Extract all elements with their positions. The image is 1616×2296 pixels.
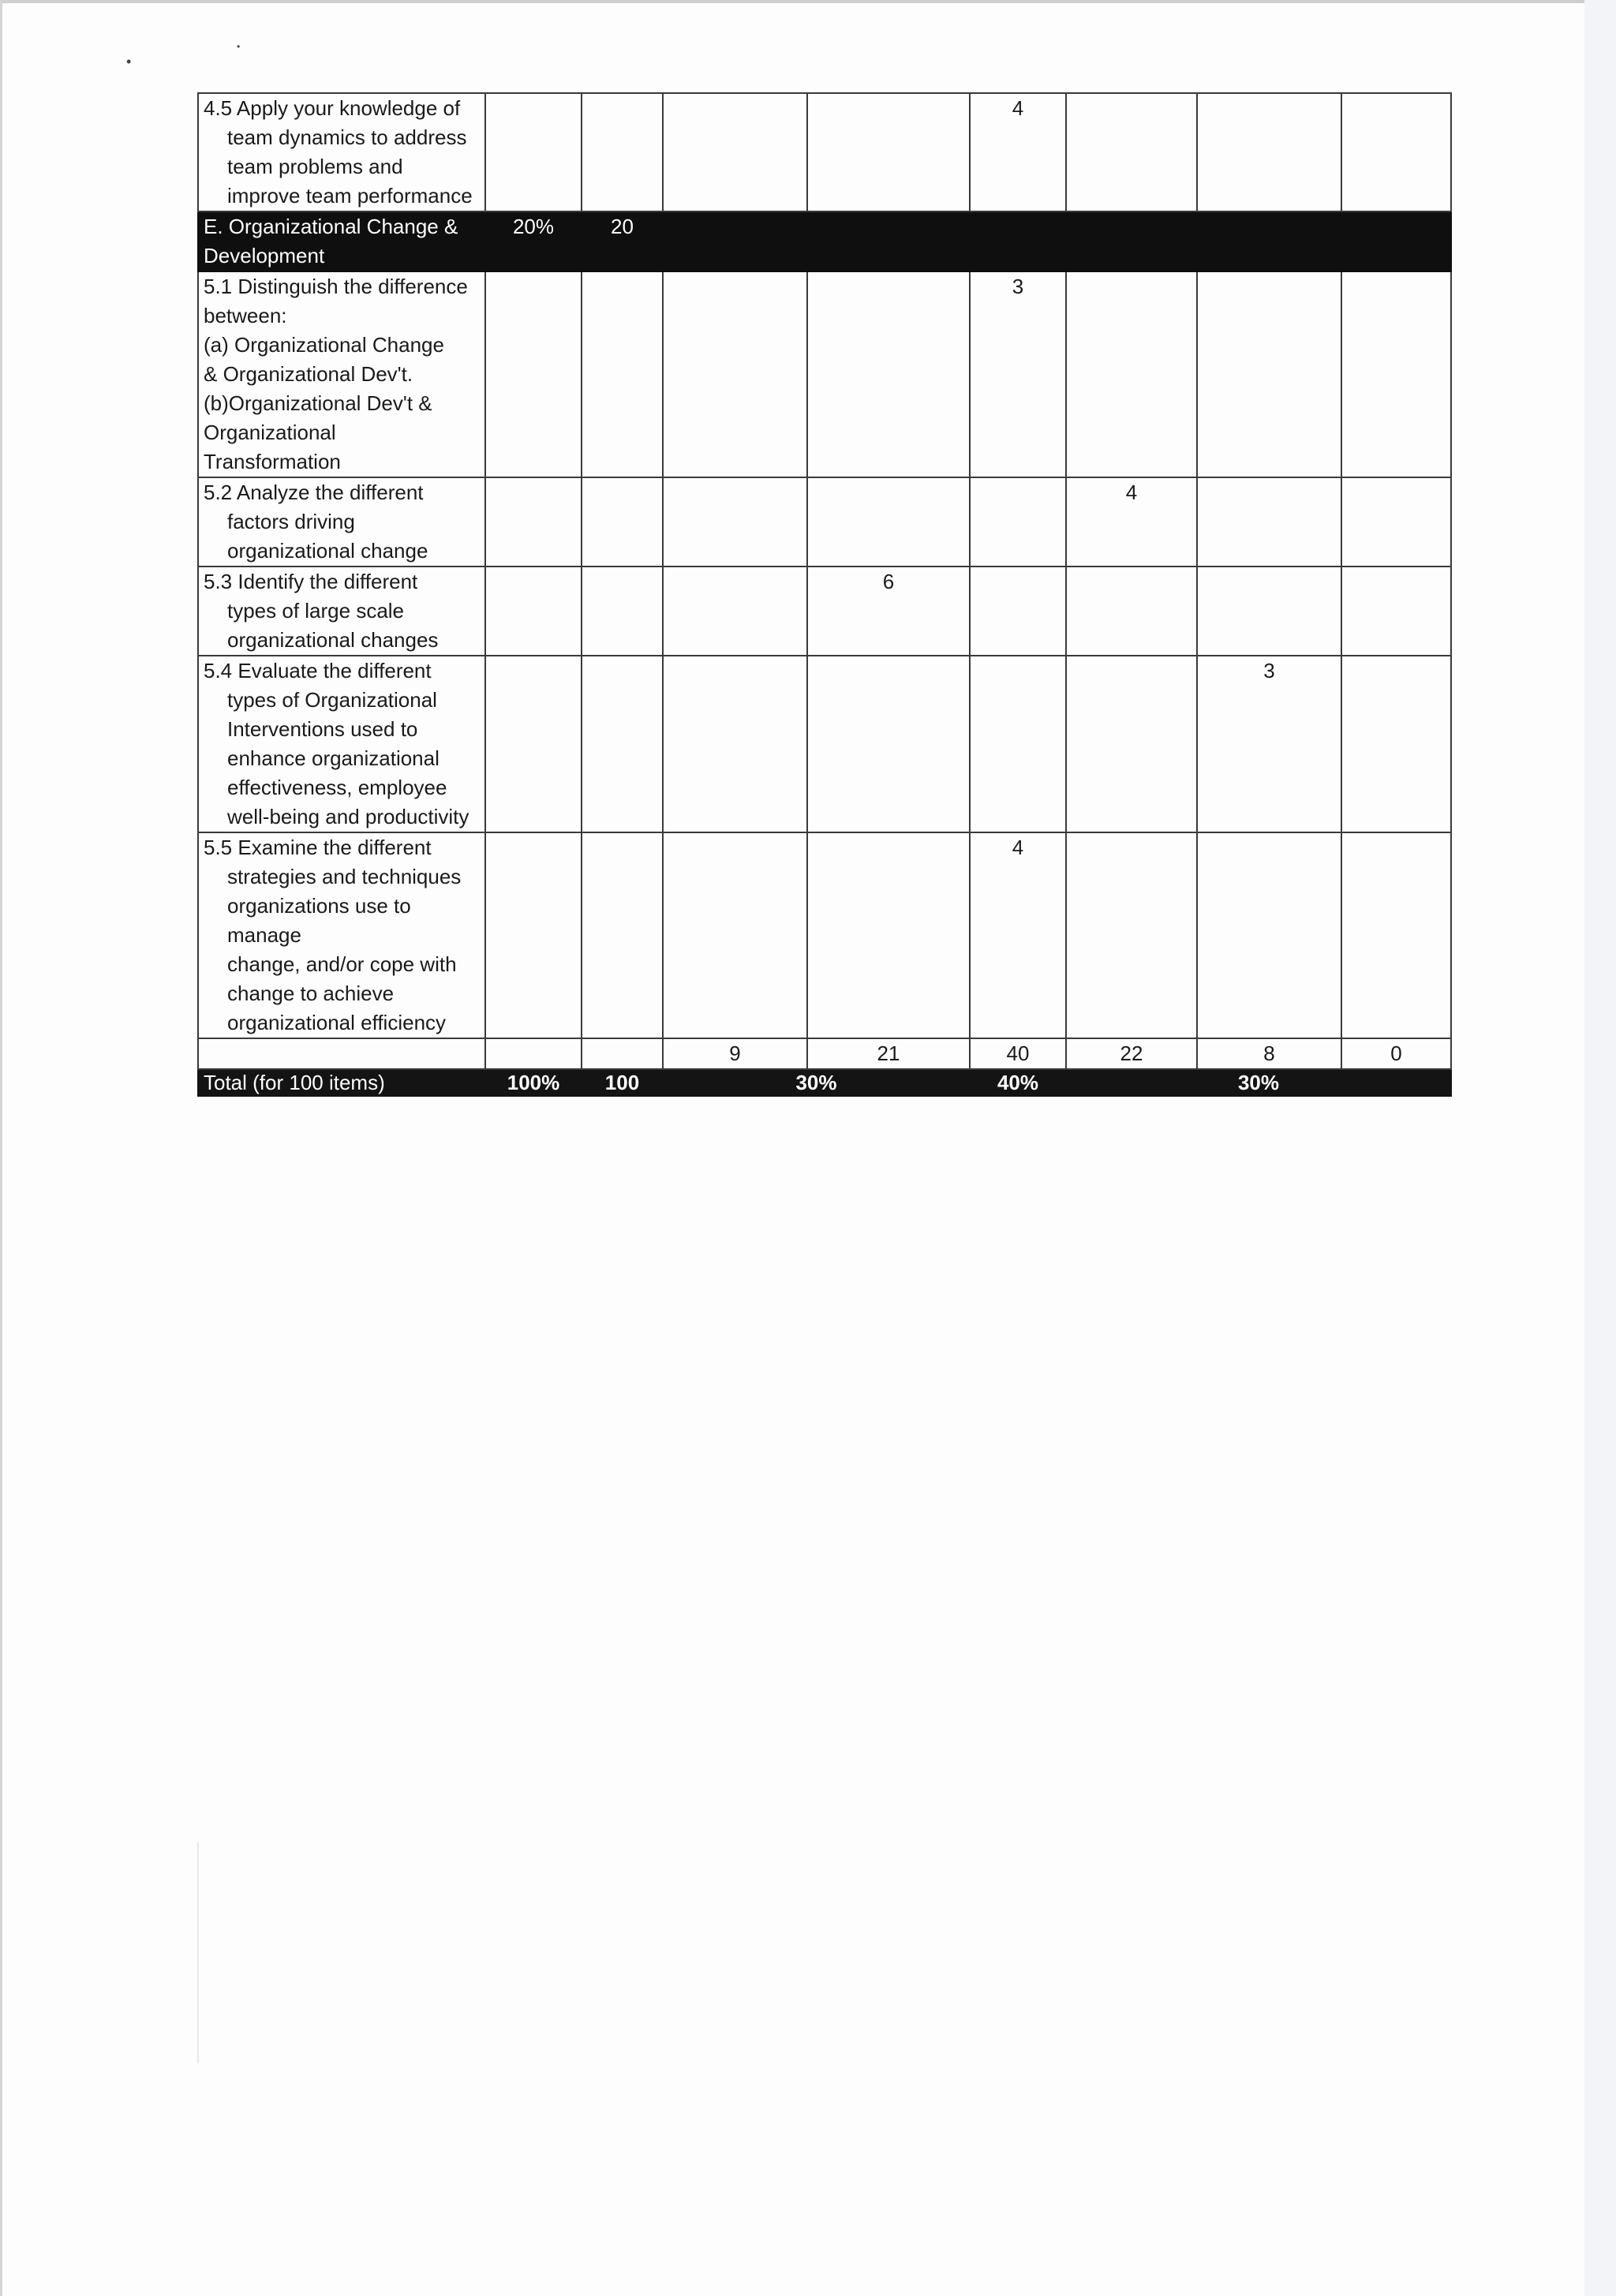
items-cell bbox=[582, 477, 663, 567]
section-weight: 20% bbox=[485, 211, 582, 271]
competency-cell bbox=[198, 271, 485, 477]
level-count-cell bbox=[1197, 477, 1341, 567]
level-count-cell bbox=[1341, 656, 1451, 832]
weight-cell bbox=[485, 567, 582, 656]
level-count-cell: 4 bbox=[970, 832, 1066, 1038]
level-count-cell bbox=[807, 656, 970, 832]
level-count-cell bbox=[970, 477, 1066, 567]
level-count-cell bbox=[1197, 93, 1341, 211]
items-cell bbox=[582, 93, 663, 211]
competency-text: 5.3 Identify the different bbox=[204, 570, 418, 593]
items-cell bbox=[582, 832, 663, 1038]
level-count-cell bbox=[1341, 93, 1451, 211]
column-sum-cell bbox=[485, 1038, 582, 1069]
page-top-edge bbox=[0, 0, 1616, 3]
level-count-cell bbox=[1066, 567, 1197, 656]
competency-text: Development bbox=[204, 244, 325, 267]
competency-cell bbox=[198, 477, 485, 567]
column-sum-cell: 22 bbox=[1066, 1038, 1197, 1069]
weight-cell bbox=[485, 656, 582, 832]
section-fill bbox=[663, 211, 1451, 271]
level-count-cell: 4 bbox=[970, 93, 1066, 211]
competency-text: change, and/or cope with bbox=[227, 952, 457, 976]
competency-cell bbox=[198, 832, 485, 1038]
total-row bbox=[198, 1069, 1451, 1096]
items-cell bbox=[582, 567, 663, 656]
competency-text: change to achieve bbox=[227, 982, 395, 1005]
level-count-cell bbox=[1341, 832, 1451, 1038]
level-count-cell bbox=[663, 567, 807, 656]
level-count-cell bbox=[1066, 271, 1197, 477]
table-row bbox=[198, 567, 1451, 656]
level-count-cell bbox=[1341, 567, 1451, 656]
column-sum-cell: 40 bbox=[970, 1038, 1066, 1069]
table-row bbox=[198, 656, 1451, 832]
competency-text: well-being and productivity bbox=[227, 805, 469, 828]
level-count-cell bbox=[807, 477, 970, 567]
competency-text: organizational efficiency bbox=[227, 1011, 447, 1034]
total-weight: 100% bbox=[485, 1069, 582, 1096]
page-left-edge bbox=[0, 0, 2, 2296]
level-count-cell bbox=[807, 832, 970, 1038]
competency-text: team dynamics to address bbox=[227, 125, 467, 149]
level-count-cell bbox=[663, 656, 807, 832]
table-row bbox=[198, 832, 1451, 1038]
level-count-cell bbox=[1341, 271, 1451, 477]
level-count-cell bbox=[1066, 656, 1197, 832]
level-count-cell bbox=[807, 271, 970, 477]
competency-text: types of large scale bbox=[227, 599, 405, 623]
table-row bbox=[198, 477, 1451, 567]
level-count-cell: 6 bbox=[807, 567, 970, 656]
competency-text: (a) Organizational Change bbox=[204, 333, 444, 357]
column-sum-cell: 8 bbox=[1197, 1038, 1341, 1069]
competency-text: Organizational bbox=[204, 421, 336, 444]
section-row bbox=[198, 211, 1451, 271]
competency-text: team problems and bbox=[227, 155, 403, 178]
scan-speck: • bbox=[126, 54, 132, 69]
total-group-high: 30% bbox=[1066, 1069, 1451, 1096]
level-count-cell bbox=[807, 93, 970, 211]
competency-text: organizations use to manage bbox=[227, 894, 411, 947]
column-sum-cell bbox=[582, 1038, 663, 1069]
competency-text: & Organizational Dev't. bbox=[204, 362, 413, 386]
competency-text: Transformation bbox=[204, 450, 341, 473]
column-sum-cell: 21 bbox=[807, 1038, 970, 1069]
competency-cell bbox=[198, 656, 485, 832]
competency-text: 4.5 Apply your knowledge of bbox=[204, 96, 461, 120]
total-group-mid: 40% bbox=[970, 1069, 1066, 1096]
competency-text: types of Organizational bbox=[227, 688, 437, 712]
level-count-cell bbox=[1197, 832, 1341, 1038]
weight-cell bbox=[485, 93, 582, 211]
competency-cell bbox=[198, 93, 485, 211]
total-label: Total (for 100 items) bbox=[198, 1069, 485, 1096]
table-of-specifications bbox=[197, 92, 1452, 1097]
items-cell bbox=[582, 271, 663, 477]
level-count-cell bbox=[1197, 567, 1341, 656]
competency-text: improve team performance bbox=[227, 184, 473, 208]
total-group-low: 30% bbox=[663, 1069, 970, 1096]
level-count-cell bbox=[970, 567, 1066, 656]
competency-text: strategies and techniques bbox=[227, 865, 462, 888]
competency-text: E. Organizational Change & bbox=[204, 215, 458, 238]
column-sums-row bbox=[198, 1038, 1451, 1069]
weight-cell bbox=[485, 832, 582, 1038]
weight-cell bbox=[485, 477, 582, 567]
competency-cell bbox=[198, 211, 485, 271]
competency-text: enhance organizational bbox=[227, 746, 440, 770]
table-row bbox=[198, 271, 1451, 477]
competency-text: 5.2 Analyze the different bbox=[204, 481, 424, 504]
level-count-cell bbox=[1066, 832, 1197, 1038]
level-count-cell bbox=[1066, 93, 1197, 211]
table-body bbox=[198, 93, 1451, 1096]
competency-text: (b)Organizational Dev't & bbox=[204, 391, 432, 415]
column-sum-cell: 9 bbox=[663, 1038, 807, 1069]
level-count-cell bbox=[1197, 271, 1341, 477]
competency-cell bbox=[198, 567, 485, 656]
level-count-cell bbox=[970, 656, 1066, 832]
page-right-shadow bbox=[1584, 0, 1616, 2296]
weight-cell bbox=[485, 271, 582, 477]
competency-text: 5.5 Examine the different bbox=[204, 836, 432, 859]
level-count-cell bbox=[663, 93, 807, 211]
total-items: 100 bbox=[582, 1069, 663, 1096]
items-cell bbox=[582, 656, 663, 832]
section-items: 20 bbox=[582, 211, 663, 271]
level-count-cell: 3 bbox=[1197, 656, 1341, 832]
level-count-cell bbox=[663, 271, 807, 477]
level-count-cell: 3 bbox=[970, 271, 1066, 477]
competency-text: organizational change bbox=[227, 539, 428, 563]
competency-text: between: bbox=[204, 304, 287, 327]
scan-artifact-line bbox=[197, 1842, 199, 2063]
column-sum-cell: 0 bbox=[1341, 1038, 1451, 1069]
level-count-cell bbox=[663, 832, 807, 1038]
sums-label-cell bbox=[198, 1038, 485, 1069]
level-count-cell bbox=[1341, 477, 1451, 567]
competency-text: effectiveness, employee bbox=[227, 776, 447, 799]
competency-text: factors driving bbox=[227, 510, 355, 533]
level-count-cell: 4 bbox=[1066, 477, 1197, 567]
table-row bbox=[198, 93, 1451, 211]
scan-speck: • bbox=[237, 41, 241, 52]
competency-text: 5.1 Distinguish the difference bbox=[204, 275, 468, 298]
competency-text: 5.4 Evaluate the different bbox=[204, 659, 432, 682]
competency-text: Interventions used to bbox=[227, 717, 418, 741]
competency-text: organizational changes bbox=[227, 628, 439, 652]
level-count-cell bbox=[663, 477, 807, 567]
